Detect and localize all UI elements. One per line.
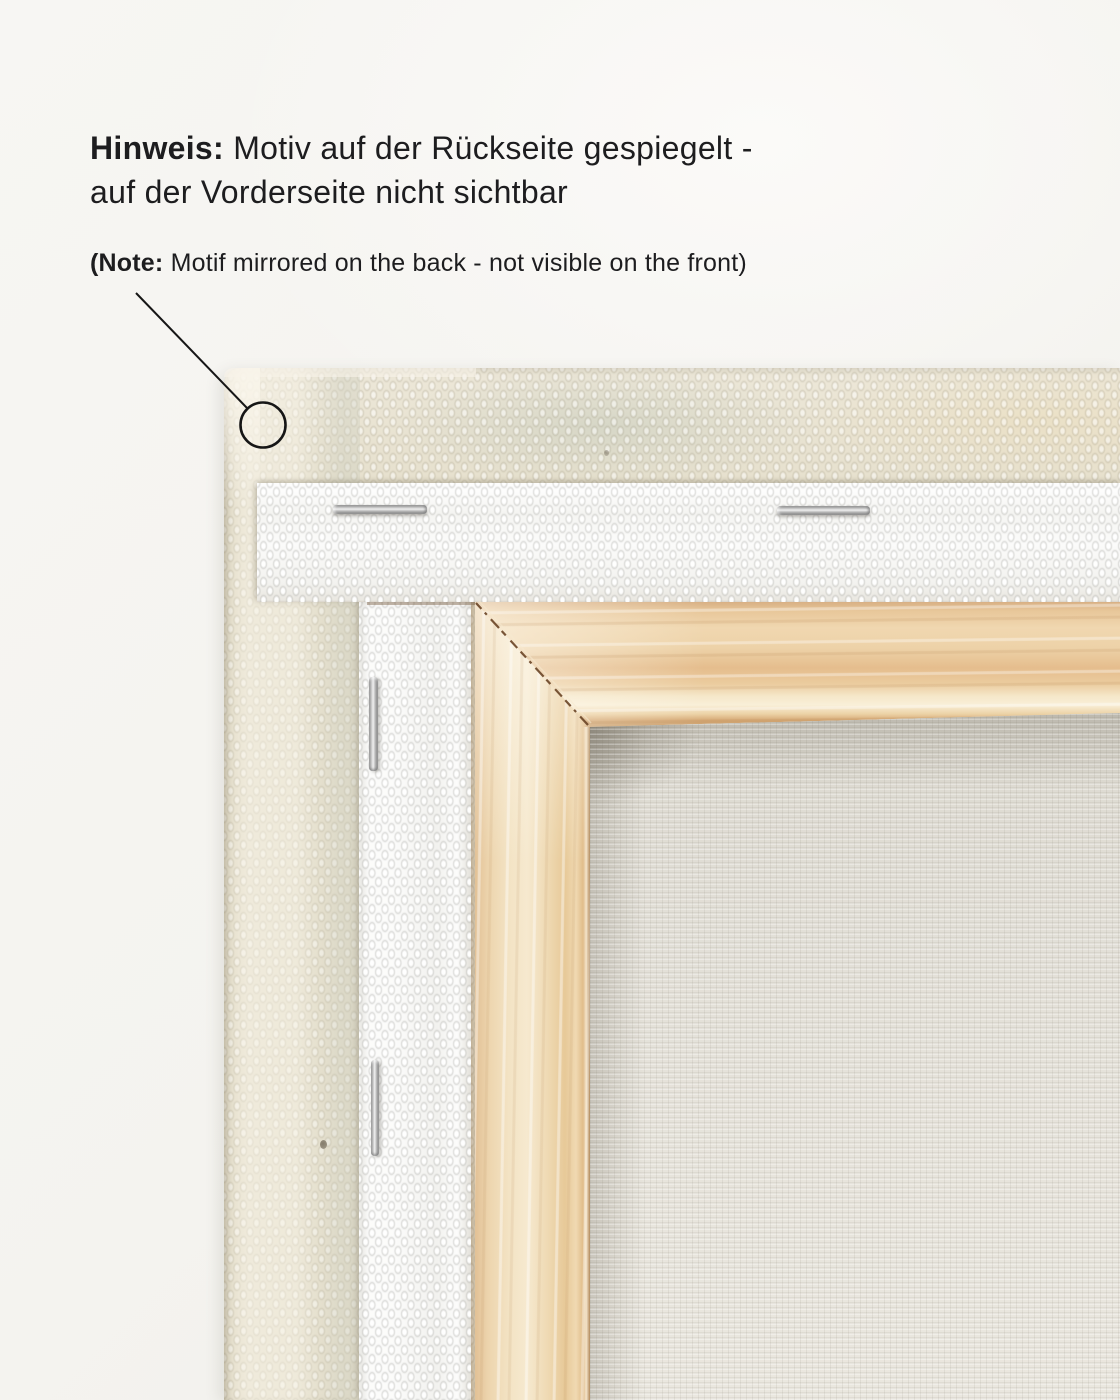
canvas-top-fold-edge <box>224 368 476 377</box>
canvas-fold-strip-left <box>359 495 471 1400</box>
staple-top-left <box>333 505 427 514</box>
canvas-back-inner <box>590 713 1120 1400</box>
note-english-text: Motif mirrored on the back - not visible on the front) <box>170 249 747 277</box>
note-german-line1-text: Motiv auf der Rückseite gespiegelt - <box>233 130 753 166</box>
note-german-label: Hinweis: <box>90 130 224 166</box>
staple-left-lower <box>371 1060 379 1156</box>
stretcher-bar-left <box>475 602 590 1400</box>
canvas-speck <box>320 1140 327 1149</box>
note-german-line2: auf der Vorderseite nicht sichtbar <box>90 174 569 210</box>
staple-left-upper <box>369 677 378 771</box>
staple-top-right <box>777 506 870 515</box>
note-german-line1 <box>90 126 753 170</box>
canvas-speck <box>604 450 609 456</box>
note-english <box>90 246 747 280</box>
note-german <box>90 126 753 214</box>
canvas-corner-fold <box>224 368 260 520</box>
canvas-fold-strip-top <box>257 483 1120 602</box>
note-english-label: (Note: <box>90 249 164 277</box>
